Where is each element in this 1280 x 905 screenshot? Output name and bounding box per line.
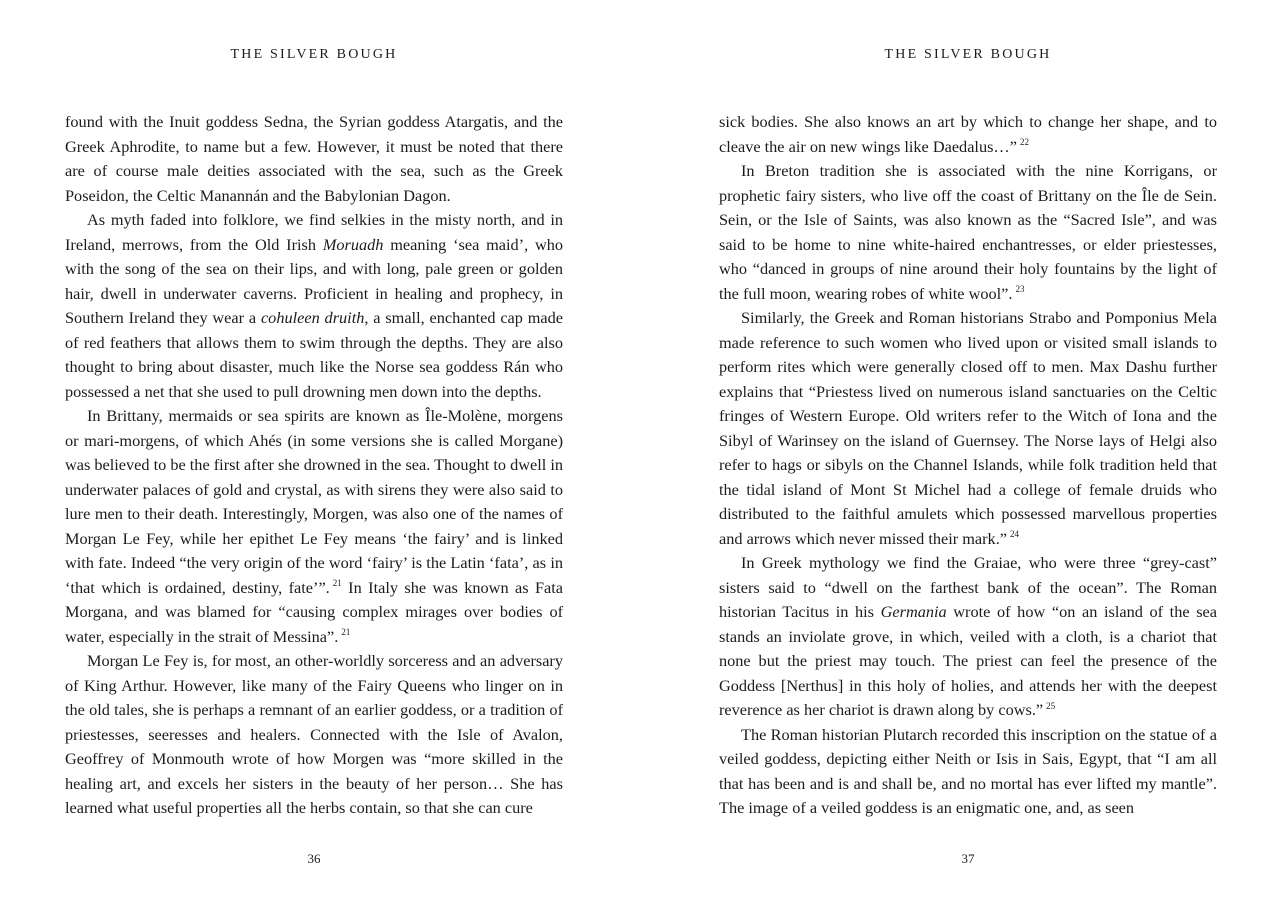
paragraph: sick bodies. She also knows an art by which to change her shape, and to cleave the air on new wings like Daedalus…” $^{22}$ (719, 112, 1217, 156)
paragraph: As myth faded into folklore, we find selkies in the misty north, and in Ireland, merrows, from the Old Irish Moruadh meaning ‘sea maid’, who with the song of the sea on their lips, and with long, pale green or golden hair, dwell in underwater caverns. Proficient in healing and prophecy, in Southern Ireland they wear a cohuleen druith, a small, enchanted cap made of red feathers that allows them to swim through the depths. They are also thought to bring about disaster, much like the Norse sea goddess Rán who possessed a net that she used to pull drowning men down into the depths. (65, 210, 564, 401)
body-text-right (719, 110, 1217, 821)
paragraph: found with the Inuit goddess Sedna, the Syrian goddess Atargatis, and the Greek Aphrodite, to name but a few. However, it must be noted that there are of course male deities associated with the sea, such as the Greek Poseidon, the Celtic Manannán and the Babylonian Dagon. (65, 112, 563, 205)
paragraph: In Greek mythology we find the Graiae, who were three “grey-cast” sisters said to “dwell on the farthest bank of the ocean”. The Roman historian Tacitus in his Germania wrote of how “on an island of the sea stands an inviolate grove, in which, veiled with a cloth, is a chariot that none but the priest may touch. The priest can feel the presence of the Goddess [Nerthus] in this holy of holies, and attends her with the deepest reverence as her chariot is drawn along by cows.” $^{25}$ (719, 553, 1217, 719)
body-text-left (65, 110, 563, 821)
page-number-left: 36 (307, 851, 321, 866)
italic-text: cohuleen druith (260, 308, 365, 327)
footnote-marker: 24 (1010, 529, 1019, 540)
paragraph: Similarly, the Greek and Roman historians Strabo and Pomponius Mela made reference to such women who lived upon or visited small islands to perform rites which were generally closed off to men. Max Dashu further explains that “Priestess lived on numerous island sanctuaries on the Celtic fringes of Western Europe. Old writers refer to the Witch of Iona and the Sibyl of Warinsey on the island of Guernsey. The Norse lays of Helgi also refer to hags or sibyls on the Channel Islands, while folk tradition held that the tidal island of Mont St Michel had a college of female druids who distributed to the faithful amulets which possessed marvellous properties and arrows which never missed their mark.” $^{24}$ (719, 308, 1217, 548)
right-page (719, 0, 1217, 905)
footnote-marker: 25 (1046, 700, 1056, 711)
paragraph: Morgan Le Fey is, for most, an other-worldly sorceress and an adversary of King Arthur. However, like many of the Fairy Queens who linger on in the old tales, she is perhaps a remnant of an earlier goddess, or a tradition of priestesses, seeresses and healers. Connected with the Isle of Avalon, Geoffrey of Monmouth wrote of how Morgen was “more skilled in the healing art, and excels her sisters in the beauty of her person… She has learned what useful properties all the herbs contain, so that she can cure (65, 651, 563, 817)
footnote-marker: 21 (332, 578, 342, 589)
running-head-right: THE SILVER BOUGH (884, 47, 1052, 62)
paragraph: In Breton tradition she is associated with the nine Korrigans, or prophetic fairy sisters, who live off the coast of Brittany on the Île de Sein. Sein, or the Isle of Saints, was also known as the “Sacred Isle”, and was said to be home to nine white-haired enchantresses, or elder priestesses, who “danced in groups of nine around their holy fountains by the light of the full moon, wearing robes of white wool”. $^{23}$ (719, 161, 1217, 303)
footnote-marker: 22 (1019, 137, 1029, 148)
paragraph: In Brittany, mermaids or sea spirits are known as Île-Molène, morgens or mari-morgens, of which Ahés (in some versions she is called Morgane) was believed to be the first after she drowned in the sea. Thought to dwell in underwater palaces of gold and crystal, as with sirens they were also said to lure men to their death. Interestingly, Morgen, was also one of the names of Morgan Le Fey, while her epithet Le Fey means ‘the fairy’ and is linked with fate. Indeed “the very origin of the word ‘fairy’ is the Latin ‘fata’, as in ‘that which is ordained, destiny, fate’”. $^{21}$ In Italy she was known as Fata Morgana, and was blamed for “causing complex mirages over bodies of water, especially in the strait of Messina”. $^{21}$ (65, 406, 564, 646)
page-number-right: 37 (961, 851, 975, 866)
italic-text: Germania (880, 602, 947, 621)
running-head-left: THE SILVER BOUGH (230, 47, 398, 62)
footnote-marker: 21 (341, 627, 351, 638)
italic-text: Moruadh (322, 234, 384, 254)
left-page (65, 0, 563, 905)
footnote-marker: 23 (1015, 284, 1025, 295)
paragraph: The Roman historian Plutarch recorded this inscription on the statue of a veiled goddess, depicting either Neith or Isis in Sais, Egypt, that “I am all that has been and is and shall be, and no mortal has ever lifted my mantle”. The image of a veiled goddess is an enigmatic one, and, as seen (719, 724, 1217, 817)
